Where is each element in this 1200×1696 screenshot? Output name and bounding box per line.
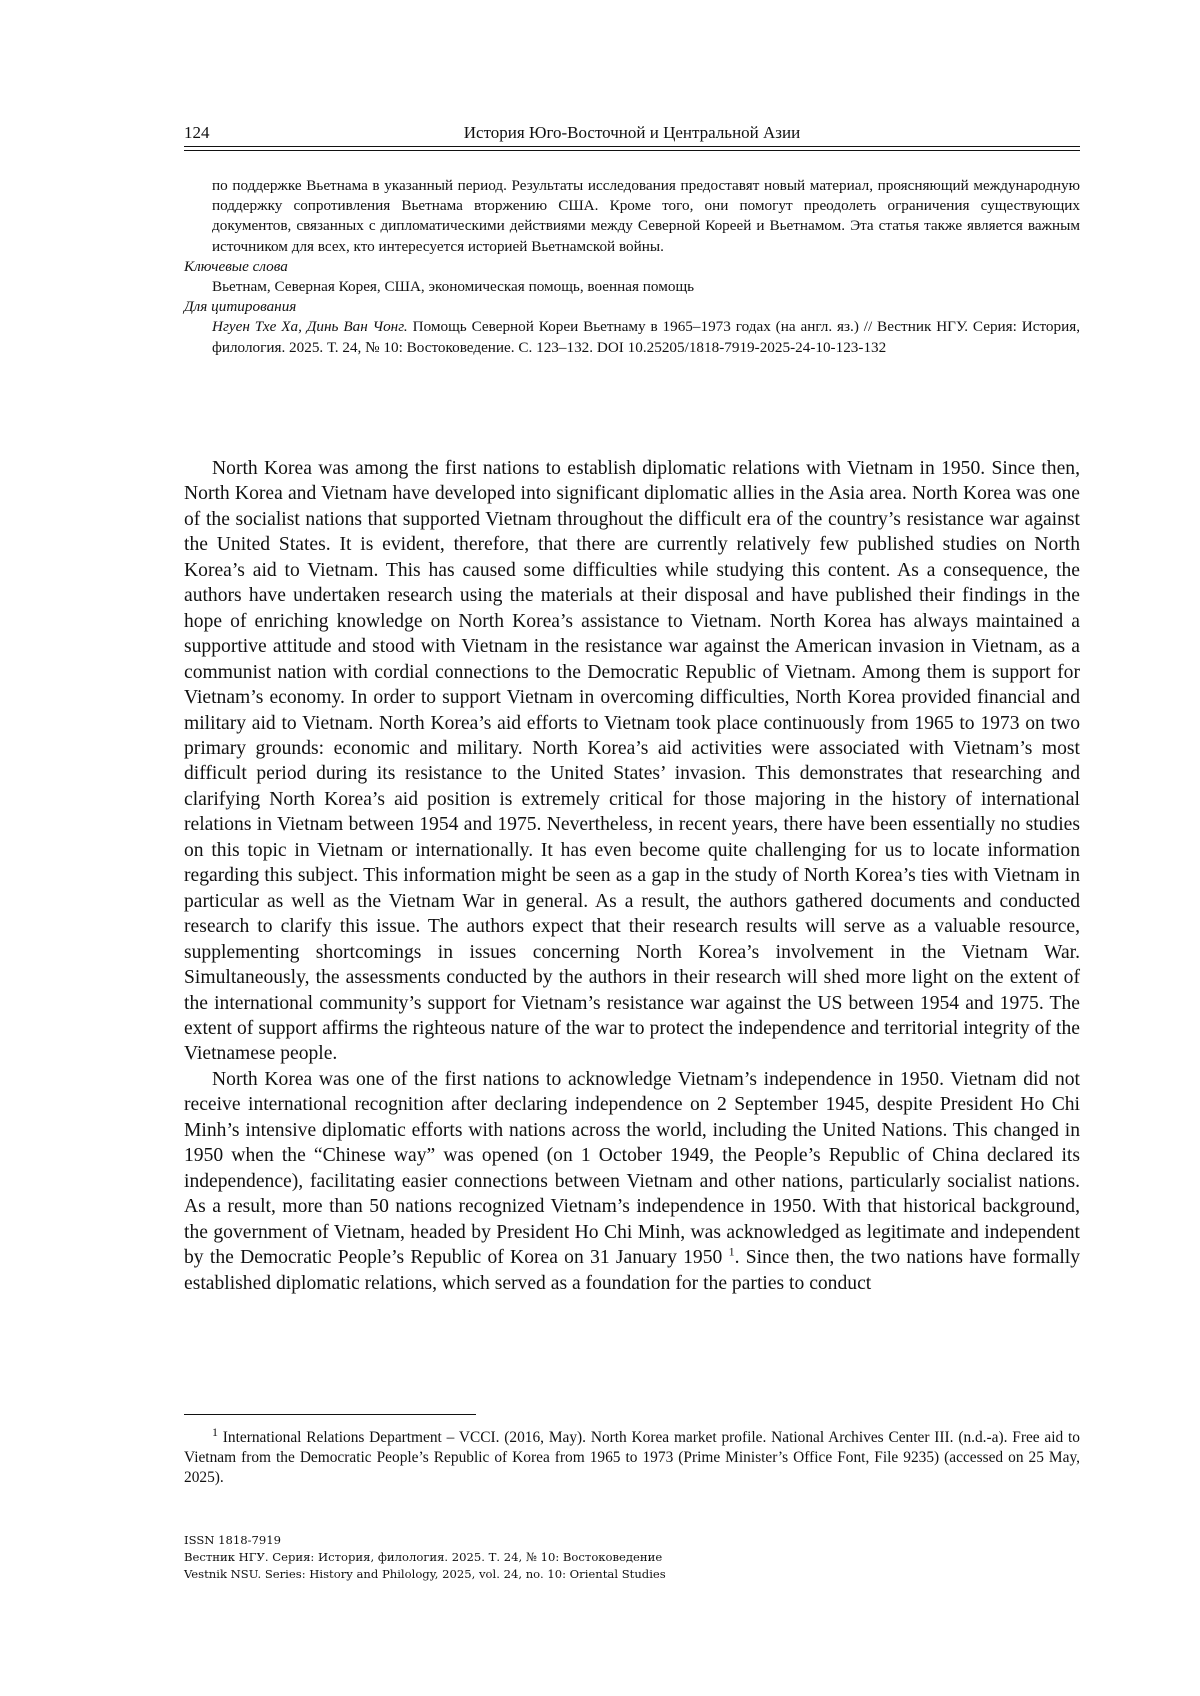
citation [184, 317, 1080, 357]
footnote-reference: 1 [728, 1244, 735, 1259]
page-number: 124 [184, 123, 210, 142]
journal-ru: Вестник НГУ. Серия: История, филология. 2025. Т. 24, № 10: Востоковедение [184, 1550, 663, 1564]
footnote-number: 1 [212, 1424, 218, 1439]
citation-authors: Нгуен Тхе Ха, Динь Ван Чонг. [212, 318, 408, 336]
issn: ISSN 1818-7919 [184, 1533, 282, 1547]
abstract-continuation: по поддержке Вьетнама в указанный период. Результаты исследования предоставят новый материал, проясняющий международную поддержку сопротивления Вьетнама вторжению США. Кроме того, они помогут преодолеть ограничения существующих документов, связанных с дипломатическими действиями между Северной Кореей и Вьетнамом. Эта статья также является важным источником для всех, кто интересуется историей Вьетнамской войны. [212, 177, 1080, 255]
abstract-block [184, 176, 1080, 358]
article-body [184, 456, 1080, 1296]
footnote-text: International Relations Department – VCCI. (2016, May). North Korea market profile. National Archives Center III. (n.d.-a). Free aid to Vietnam from the Democratic People’s Republic of Korea from 1965 to 1973 (Prime Minister’s Office Font, File 9235) (accessed on 25 May, 2025). [184, 1429, 1080, 1486]
keywords-label: Ключевые слова [184, 257, 288, 275]
paragraph-text: North Korea was one of the first nations to acknowledge Vietnam’s independence in 1950. Vietnam did not receive international recognition after declaring independence on 2 September 1945, despite President Ho Chi Minh’s intensive diplomatic efforts with nations across the world, including the United Nations. This changed in 1950 when the “Chinese way” was opened (on 1 October 1949, the People’s Republic of China declared its independence), facilitating easier connections between Vietnam and other nations, particularly socialist nations. As a result, more than 50 nations recognized Vietnam’s independence in 1950. With that historical background, the government of Vietnam, headed by President Ho Chi Minh, was acknowledged as legitimate and independent by the Democratic People’s Republic of Korea on 31 January 1950 [184, 1068, 1080, 1269]
page-header [184, 122, 1080, 144]
footnote-rule [184, 1414, 476, 1415]
body-paragraph [184, 1067, 1080, 1296]
paragraph-text: . Since then, the two nations have formally established diplomatic relations, which served as a foundation for the parties to conduct [184, 1247, 1080, 1294]
footnote [184, 1424, 1080, 1488]
citation-text: Помощь Северной Кореи Вьетнаму в 1965–1973 годах (на англ. яз.) // Вестник НГУ. Серия: История, филология. 2025. Т. 24, № 10: Востоковедение. С. 123–132. DOI 10.25205/1818-7919-2025-24-10-123-132 [212, 318, 1080, 356]
keywords-list: Вьетнам, Северная Корея, США, экономическая помощь, военная помощь [212, 278, 695, 296]
header-rule-top [184, 146, 1080, 147]
running-title: История Юго-Восточной и Центральной Азии [463, 123, 801, 142]
header-rule-bottom [184, 150, 1080, 151]
journal-en: Vestnik NSU. Series: History and Philology, 2025, vol. 24, no. 10: Oriental Studies [184, 1567, 666, 1581]
body-paragraph: North Korea was among the first nations to establish diplomatic relations with Vietnam in 1950. Since then, North Korea and Vietnam have developed into significant diplomatic allies in the Asia area. North Korea was one of the socialist nations that supported Vietnam throughout the difficult era of the country’s resistance war against the United States. It is evident, therefore, that there are currently relatively few published studies on North Korea’s aid to Vietnam. This has caused some difficulties while studying this content. As a consequence, the authors have undertaken research using the materials at their disposal and have published their findings in the hope of enriching knowledge on North Korea’s assistance to Vietnam. North Korea has always maintained a supportive attitude and stood with Vietnam in the resistance war against the American invasion in Vietnam, as a communist nation with cordial connections to the Democratic Republic of Vietnam. Among them is support for Vietnam’s economy. In order to support Vietnam in overcoming difficulties, North Korea provided financial and military aid to Vietnam. North Korea’s aid efforts to Vietnam took place continuously from 1965 to 1973 on two primary grounds: economic and military. North Korea’s aid activities were associated with Vietnam’s most difficult period during its resistance to the United States’ invasion. This demonstrates that researching and clarifying North Korea’s aid position is extremely critical for those majoring in the history of international relations in Vietnam between 1954 and 1975. Nevertheless, in recent years, there have been essentially no studies on this topic in Vietnam or internationally. It has even become quite challenging for us to locate information regarding this subject. This information might be seen as a gap in the study of North Korea’s ties with Vietnam in particular as well as the Vietnam War in general. As a result, the authors gathered documents and conducted research to clarify this issue. The authors expect that their research results will serve as a valuable resource, supplementing shortcomings in issues concerning North Korea’s involvement in the Vietnam War. Simultaneously, the assessments conducted by the authors in their research will shed more light on the extent of the international community’s support for Vietnam’s resistance war against the US between 1954 and 1975. The extent of support affirms the righteous nature of the war to protect the independence and territorial integrity of the Vietnamese people. [184, 458, 1080, 1065]
issue-info [184, 1532, 1080, 1583]
citation-label: Для цитирования [184, 298, 297, 316]
